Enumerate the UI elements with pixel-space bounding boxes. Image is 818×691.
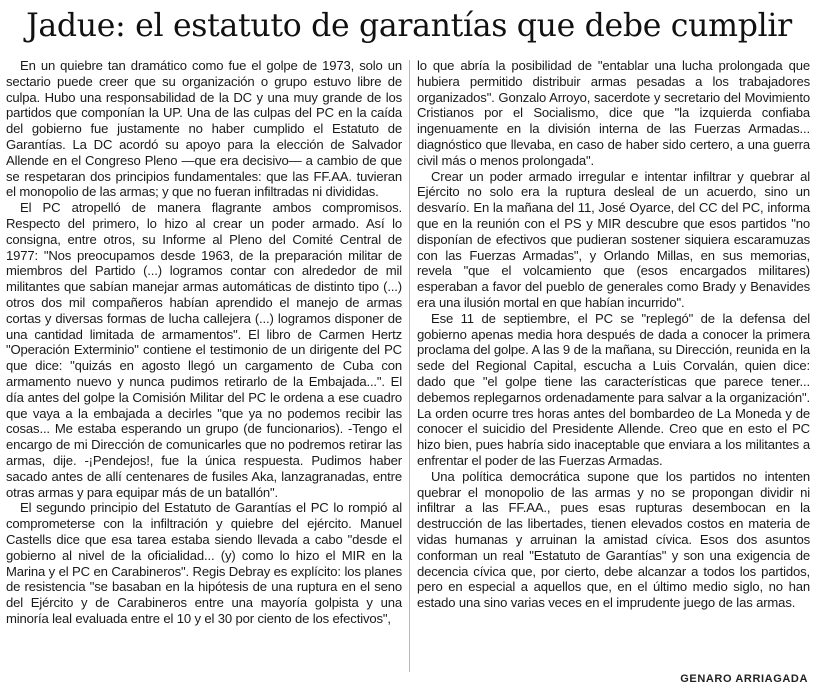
author-byline: GENARO ARRIAGADA: [680, 673, 808, 685]
paragraph-3-continued: lo que abría la posibilidad de "entablar una lucha prolongada que hubiera permitido distribuir armas pesadas a los trabajadores organizados". Gonzalo Arroyo, sacerdote y secretario del Movimiento Cristianos por el Socialismo, dice que "la izquierda confiaba ingenuamente en la división interna de las Fuerzas Armadas... diagnóstico que llevaba, en caso de haber sido certero, a una guerra civil más o menos prolongada".: [417, 58, 810, 168]
paragraph-4: Crear un poder armado irregular e intentar infiltrar y quebrar al Ejército no solo era la ruptura desleal de un acuerdo, sino un desvarío. En la mañana del 11, José Oyarce, del CC del PC, informa que en la reunión con el PS y MIR descubre que esos partidos "no disponían de efectivos que pudieran sostener siquiera escaramuzas con las Fuerzas Armadas", y Orlando Millas, en sus memorias, revela "que el volcamiento que (esos encargados militares) esperaban a favor del pueblo de generales como Brady y Benavides era una ilusión mortal en que habían incurrido".: [417, 168, 810, 310]
article-column-right: [417, 58, 810, 611]
paragraph-3: El segundo principio del Estatuto de Garantías el PC lo rompió al comprometerse con la infiltración y quiebre del ejército. Manuel Castells dice que esa tarea estaba siendo llevada a cabo "desde el gobierno al nivel de la oficialidad... (y) como lo hizo el MIR en la Marina y el PC en Carabineros". Regis Debray es explícito: los planes de resistencia "se basaban en la hipótesis de una ruptura en el seno del Ejército y de Carabineros entre una mayoría golpista y una minoría leal evaluada entre el 10 y el 30 por ciento de los efectivos",: [6, 500, 402, 626]
article-column-left: [6, 58, 402, 627]
column-divider: [409, 60, 410, 672]
paragraph-2: El PC atropelló de manera flagrante ambos compromisos. Respecto del primero, lo hizo al crear un poder armado. Así lo consigna, entre otros, su Informe al Pleno del Comité Central de 1977: "Nos preocupamos desde 1963, de la preparación militar de miembros del Partido (...) logramos contar con alrededor de mil militantes que sabían manejar armas automáticas de distinto tipo (...) otros dos mil compañeros habían aprendido el manejo de armas cortas y diversas formas de lucha callejera (...) logramos disponer de una cantidad limitada de armamentos". El libro de Carmen Hertz "Operación Exterminio" contiene el testimonio de un dirigente del PC que dice: "quizás en agosto llegó un cargamento de Cuba con armamento nuevo y nunca pudimos retirarlo de la Embajada...". El día antes del golpe la Comisión Militar del PC le ordena a ese cuadro que vaya a la embajada a decirles "que ya no podemos recibir las cosas... Me estaba esperando un grupo (de funcionarios). -Tengo el encargo de mi Dirección de comunicarles que no podremos retirar las armas, dije. -¡Pendejos!, fue la única respuesta. Pudimos haber sacado antes de allí centenares de fusiles Aka, lanzagranadas, entre otras armas y para equipar más de un batallón".: [6, 200, 402, 500]
article-headline: Jadue: el estatuto de garantías que debe cumplir: [26, 8, 792, 44]
paragraph-1: En un quiebre tan dramático como fue el golpe de 1973, solo un sectario puede creer que su organización o grupo estuvo libre de culpa. Hubo una responsabilidad de la DC y una muy grande de los partidos que componían la UP. Una de las culpas del PC en la caída del gobierno fue justamente no haber cumplido el Estatuto de Garantías. La DC acordó su apoyo para la elección de Salvador Allende en el Congreso Pleno —que era decisivo— a cambio de que se respetaran dos principios fundamentales: que las FF.AA. tuvieran el monopolio de las armas; y que no fueran infiltradas ni divididas.: [6, 58, 402, 200]
paragraph-5: Ese 11 de septiembre, el PC se "replegó" de la defensa del gobierno apenas media hora después de dada a conocer la primera proclama del golpe. A las 9 de la mañana, su Dirección, reunida en la sede del Regional Capital, escucha a Luis Corvalán, quien dice: dado que "el golpe tiene las características que parece tener... debemos replegarnos ordenadamente para salvar a la organización". La orden ocurre tres horas antes del bombardeo de La Moneda y de conocer el suicidio del Presidente Allende. Creo que en esto el PC hizo bien, pues habría sido inaceptable que enviara a los militantes a enfrentar el poder de las Fuerzas Armadas.: [417, 310, 810, 468]
paragraph-6: Una política democrática supone que los partidos no intenten quebrar el monopolio de las armas y no se propongan dividir ni infiltrar a las FF.AA., pues esas rupturas desembocan en la destrucción de las libertades, tienen elevados costos en materia de vidas humanas y arruinan la amistad cívica. Esos dos asuntos conforman un real "Estatuto de Garantías" y son una exigencia de decencia cívica que, por cierto, debe alcanzar a todos los partidos, pero en especial a aquellos que, en el último medio siglo, no han estado una sino varias veces en el imprudente juego de las armas.: [417, 468, 810, 611]
